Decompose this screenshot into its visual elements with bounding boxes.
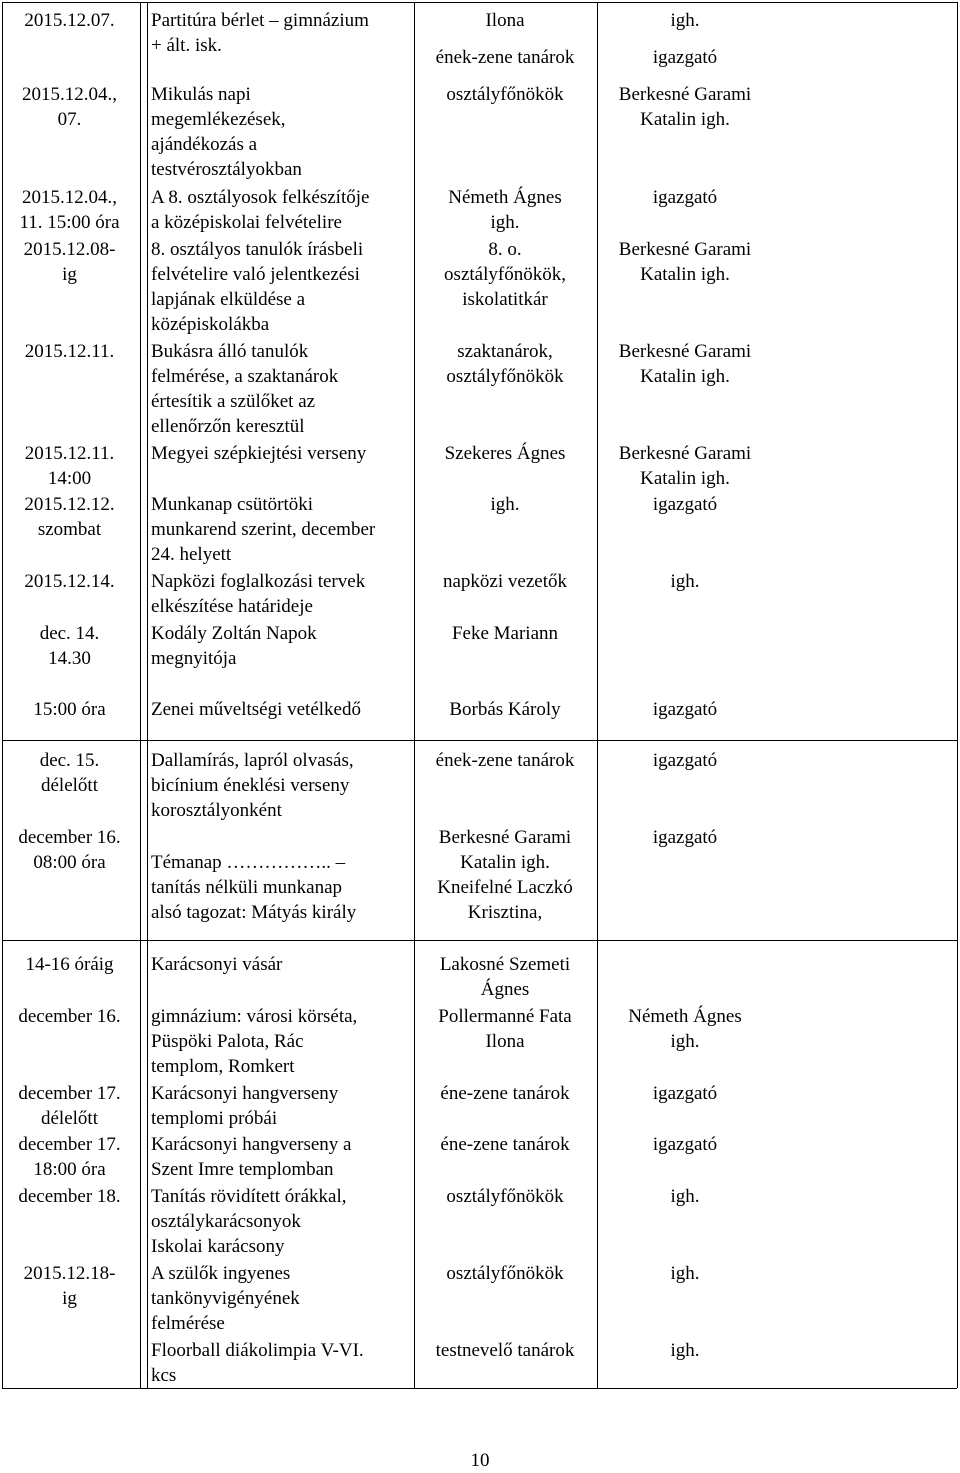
cell-line: Feke Mariann	[451, 623, 559, 644]
cell-line: ellenőrzőn keresztül	[151, 416, 305, 437]
approver-cell	[600, 492, 770, 517]
cell-line: igh.	[490, 494, 520, 515]
cell-line: ig	[62, 1288, 77, 1309]
event-cell	[151, 825, 413, 925]
column-divider	[597, 2, 598, 1388]
cell-line: igazgató	[652, 1134, 718, 1155]
cell-line: 2015.12.11.	[24, 341, 115, 362]
cell-line: igazgató	[652, 187, 718, 208]
event-cell	[151, 748, 413, 823]
approver-cell	[600, 1132, 770, 1157]
event-cell	[151, 697, 413, 722]
responsible-cell	[418, 82, 592, 107]
cell-line: felvételire való jelentkezési	[151, 264, 360, 285]
cell-line: 14-16 óráig	[25, 954, 114, 975]
cell-line: Kodály Zoltán Napok	[151, 623, 317, 644]
cell-line: igh.	[490, 212, 520, 233]
approver-cell	[600, 1184, 770, 1209]
cell-line: osztályfőnökök,	[444, 264, 566, 285]
cell-line: 2015.12.14.	[24, 571, 115, 592]
responsible-cell	[418, 1261, 592, 1286]
table-divider	[2, 940, 957, 941]
responsible-cell	[418, 492, 592, 517]
cell-line: középiskolákba	[151, 314, 270, 335]
cell-line: Bukásra álló tanulók	[151, 341, 309, 362]
cell-line: 2015.12.04.,	[22, 84, 117, 105]
cell-line: 2015.12.11.	[24, 443, 115, 464]
cell-line: igh.	[670, 1031, 700, 1052]
cell-line: Ilona	[485, 1031, 525, 1052]
cell-line: Kneifelné Laczkó	[437, 877, 573, 898]
event-cell	[151, 952, 413, 977]
cell-line: Berkesné Garami	[618, 443, 752, 464]
cell-line: igazgató	[652, 827, 718, 848]
event-cell	[151, 441, 413, 466]
event-cell	[151, 569, 413, 619]
cell-line: bicínium éneklési verseny	[151, 775, 350, 796]
cell-line: igazgató	[652, 1083, 718, 1104]
cell-line: alsó tagozat: Mátyás király	[151, 902, 357, 923]
cell-line: 11. 15:00 óra	[19, 212, 120, 233]
cell-line: igh.	[670, 571, 700, 592]
responsible-cell	[418, 185, 592, 235]
event-cell	[151, 1261, 413, 1336]
event-cell	[151, 492, 413, 567]
cell-line: testvérosztályokban	[151, 159, 302, 180]
table-border-right	[957, 2, 958, 1388]
date-cell	[0, 1261, 139, 1311]
cell-line: Németh Ágnes	[448, 187, 562, 208]
cell-line: megemlékezések,	[151, 109, 286, 130]
cell-line: 14:00	[47, 468, 92, 489]
cell-line: Mikulás napi	[151, 84, 251, 105]
cell-line: szaktanárok,	[457, 341, 553, 362]
cell-line: tanítás nélküli munkanap	[151, 877, 343, 898]
approver-cell	[600, 1338, 770, 1363]
responsible-cell	[418, 569, 592, 594]
cell-line: dec. 15.	[39, 750, 100, 771]
cell-line: ajándékozás a	[151, 134, 258, 155]
cell-line: Szent Imre templomban	[151, 1159, 334, 1180]
table-border-left	[2, 2, 3, 1388]
cell-line: felmérése	[151, 1313, 225, 1334]
approver-cell	[600, 8, 770, 33]
responsible-cell	[418, 441, 592, 466]
responsible-cell	[418, 237, 592, 312]
responsible-cell	[418, 825, 592, 925]
cell-line: 15:00 óra	[33, 699, 106, 720]
date-cell	[0, 1004, 139, 1029]
table-border-top	[2, 2, 957, 3]
approver-cell	[600, 748, 770, 773]
column-divider	[147, 2, 148, 1388]
approver-cell	[600, 569, 770, 594]
cell-line: ének-zene tanárok	[435, 47, 575, 68]
cell-line: napközi vezetők	[443, 571, 567, 592]
event-cell	[151, 185, 413, 235]
cell-line: 07.	[57, 109, 82, 130]
approver-cell	[600, 339, 770, 389]
cell-line: 8. o.	[488, 239, 522, 260]
cell-line: tankönyvigényének	[151, 1288, 300, 1309]
date-cell	[0, 82, 139, 132]
cell-line: templom, Romkert	[151, 1056, 295, 1077]
cell-line: Németh Ágnes	[628, 1006, 742, 1027]
date-cell	[0, 1081, 139, 1131]
responsible-cell	[418, 339, 592, 389]
cell-line: a középiskolai felvételire	[151, 212, 342, 233]
date-cell	[0, 339, 139, 364]
approver-cell	[600, 825, 770, 850]
date-cell	[0, 237, 139, 287]
cell-line: Katalin igh.	[640, 366, 730, 387]
cell-line: Dallamírás, lapról olvasás,	[151, 750, 354, 771]
cell-line: munkarend szerint, december	[151, 519, 376, 540]
responsible-cell	[418, 952, 592, 1002]
responsible-cell	[418, 8, 592, 33]
cell-line: korosztályonként	[151, 800, 282, 821]
date-cell	[0, 8, 139, 33]
approver-cell	[600, 82, 770, 132]
cell-line: Témanap …………….. –	[151, 852, 346, 873]
approver-cell	[600, 441, 770, 491]
responsible-cell	[418, 1081, 592, 1106]
cell-line: igazgató	[652, 47, 718, 68]
cell-line: A 8. osztályosok felkészítője	[151, 187, 370, 208]
cell-line: Katalin igh.	[460, 852, 550, 873]
cell-line: A szülők ingyenes	[151, 1263, 291, 1284]
cell-line	[151, 825, 413, 850]
responsible-cell	[418, 1004, 592, 1054]
cell-line: Napközi foglalkozási tervek	[151, 571, 366, 592]
date-cell	[0, 1132, 139, 1182]
cell-line: Zenei műveltségi vetélkedő	[151, 699, 361, 720]
cell-line: osztályfőnökök	[446, 84, 564, 105]
cell-line: igazgató	[652, 699, 718, 720]
approver-cell	[600, 1081, 770, 1106]
event-cell	[151, 82, 413, 182]
approver-cell	[600, 45, 770, 70]
cell-line: 2015.12.07.	[24, 10, 115, 31]
event-cell	[151, 1081, 413, 1131]
responsible-cell	[418, 621, 592, 646]
cell-line: gimnázium: városi körséta,	[151, 1006, 358, 1027]
cell-line: Partitúra bérlet – gimnázium	[151, 10, 369, 31]
event-cell	[151, 1338, 413, 1388]
responsible-cell	[418, 1338, 592, 1363]
cell-line: Pollermanné Fata	[438, 1006, 572, 1027]
column-divider	[414, 2, 415, 1388]
cell-line: igazgató	[652, 750, 718, 771]
cell-line: kcs	[151, 1365, 177, 1386]
event-cell	[151, 339, 413, 439]
approver-cell	[600, 1004, 770, 1054]
cell-line: Püspöki Palota, Rác	[151, 1031, 304, 1052]
approver-cell	[600, 697, 770, 722]
cell-line: Ágnes	[480, 979, 530, 1000]
cell-line: elkészítése határideje	[151, 596, 313, 617]
cell-line: Katalin igh.	[640, 468, 730, 489]
cell-line: lapjának elküldése a	[151, 289, 306, 310]
cell-line: Tanítás rövidített órákkal,	[151, 1186, 347, 1207]
event-cell	[151, 237, 413, 337]
responsible-cell	[418, 748, 592, 773]
approver-cell	[600, 185, 770, 210]
cell-line: osztályfőnökök	[446, 1186, 564, 1207]
cell-line: Szekeres Ágnes	[444, 443, 566, 464]
cell-line: testnevelő tanárok	[435, 1340, 575, 1361]
cell-line: igazgató	[652, 494, 718, 515]
table-border-bottom	[2, 1388, 957, 1389]
cell-line: 18:00 óra	[33, 1159, 106, 1180]
event-cell	[151, 621, 413, 671]
cell-line: Munkanap csütörtöki	[151, 494, 314, 515]
cell-line: dec. 14.	[39, 623, 100, 644]
cell-line: december 16.	[18, 827, 121, 848]
cell-line: Karácsonyi hangverseny	[151, 1083, 339, 1104]
cell-line: délelőtt	[41, 1108, 98, 1129]
cell-line: osztálykarácsonyok	[151, 1211, 301, 1232]
cell-line: Megyei szépkiejtési verseny	[151, 443, 367, 464]
cell-line: Borbás Károly	[449, 699, 561, 720]
cell-line: Katalin igh.	[640, 109, 730, 130]
date-cell	[0, 185, 139, 235]
cell-line: Berkesné Garami	[618, 84, 752, 105]
table-divider	[2, 740, 957, 741]
cell-line: december 16.	[18, 1006, 121, 1027]
date-cell	[0, 441, 139, 491]
cell-line: éne-zene tanárok	[440, 1134, 570, 1155]
cell-line: felmérése, a szaktanárok	[151, 366, 339, 387]
cell-line: Karácsonyi vásár	[151, 954, 283, 975]
cell-line: templomi próbái	[151, 1108, 278, 1129]
cell-line: Lakosné Szemeti	[439, 954, 571, 975]
cell-line: december 17.	[18, 1134, 121, 1155]
approver-cell	[600, 1261, 770, 1286]
cell-line: 2015.12.12.	[24, 494, 115, 515]
event-cell	[151, 1004, 413, 1079]
cell-line: iskolatitkár	[462, 289, 548, 310]
cell-line: Ilona	[485, 10, 525, 31]
cell-line: osztályfőnökök	[446, 1263, 564, 1284]
cell-line: ig	[62, 264, 77, 285]
cell-line: igh.	[670, 1186, 700, 1207]
cell-line: + ált. isk.	[151, 35, 222, 56]
date-cell	[0, 621, 139, 671]
cell-line: 08:00 óra	[33, 852, 106, 873]
cell-line: 2015.12.08-	[23, 239, 116, 260]
cell-line: december 18.	[18, 1186, 121, 1207]
cell-line: 2015.12.04.,	[22, 187, 117, 208]
cell-line: éne-zene tanárok	[440, 1083, 570, 1104]
cell-line: Floorball diákolimpia V-VI.	[151, 1340, 364, 1361]
date-cell	[0, 825, 139, 875]
date-cell	[0, 569, 139, 594]
column-divider	[140, 2, 141, 1388]
cell-line: igh.	[670, 1263, 700, 1284]
event-cell	[151, 1132, 413, 1182]
date-cell	[0, 697, 139, 722]
cell-line: megnyitója	[151, 648, 237, 669]
cell-line: ének-zene tanárok	[435, 750, 575, 771]
approver-cell	[600, 237, 770, 287]
cell-line: délelőtt	[41, 775, 98, 796]
cell-line: igh.	[670, 10, 700, 31]
cell-line: szombat	[37, 519, 102, 540]
responsible-cell	[418, 45, 592, 70]
cell-line: Iskolai karácsony	[151, 1236, 285, 1257]
responsible-cell	[418, 697, 592, 722]
date-cell	[0, 492, 139, 542]
cell-line: 2015.12.18-	[23, 1263, 116, 1284]
page-number: 10	[470, 1450, 490, 1471]
date-cell	[0, 748, 139, 798]
date-cell	[0, 952, 139, 977]
event-cell	[151, 1184, 413, 1259]
date-cell	[0, 1184, 139, 1209]
cell-line: 14.30	[48, 648, 91, 669]
cell-line: értesítik a szülőket az	[151, 391, 316, 412]
cell-line: Berkesné Garami	[618, 341, 752, 362]
cell-line: Karácsonyi hangverseny a	[151, 1134, 352, 1155]
responsible-cell	[418, 1132, 592, 1157]
cell-line: Berkesné Garami	[618, 239, 752, 260]
cell-line: 8. osztályos tanulók írásbeli	[151, 239, 364, 260]
cell-line: december 17.	[18, 1083, 121, 1104]
event-cell	[151, 8, 413, 58]
cell-line: Krisztina,	[467, 902, 543, 923]
cell-line: 24. helyett	[151, 544, 232, 565]
responsible-cell	[418, 1184, 592, 1209]
cell-line: osztályfőnökök	[446, 366, 564, 387]
cell-line: Katalin igh.	[640, 264, 730, 285]
cell-line: Berkesné Garami	[438, 827, 572, 848]
cell-line: igh.	[670, 1340, 700, 1361]
